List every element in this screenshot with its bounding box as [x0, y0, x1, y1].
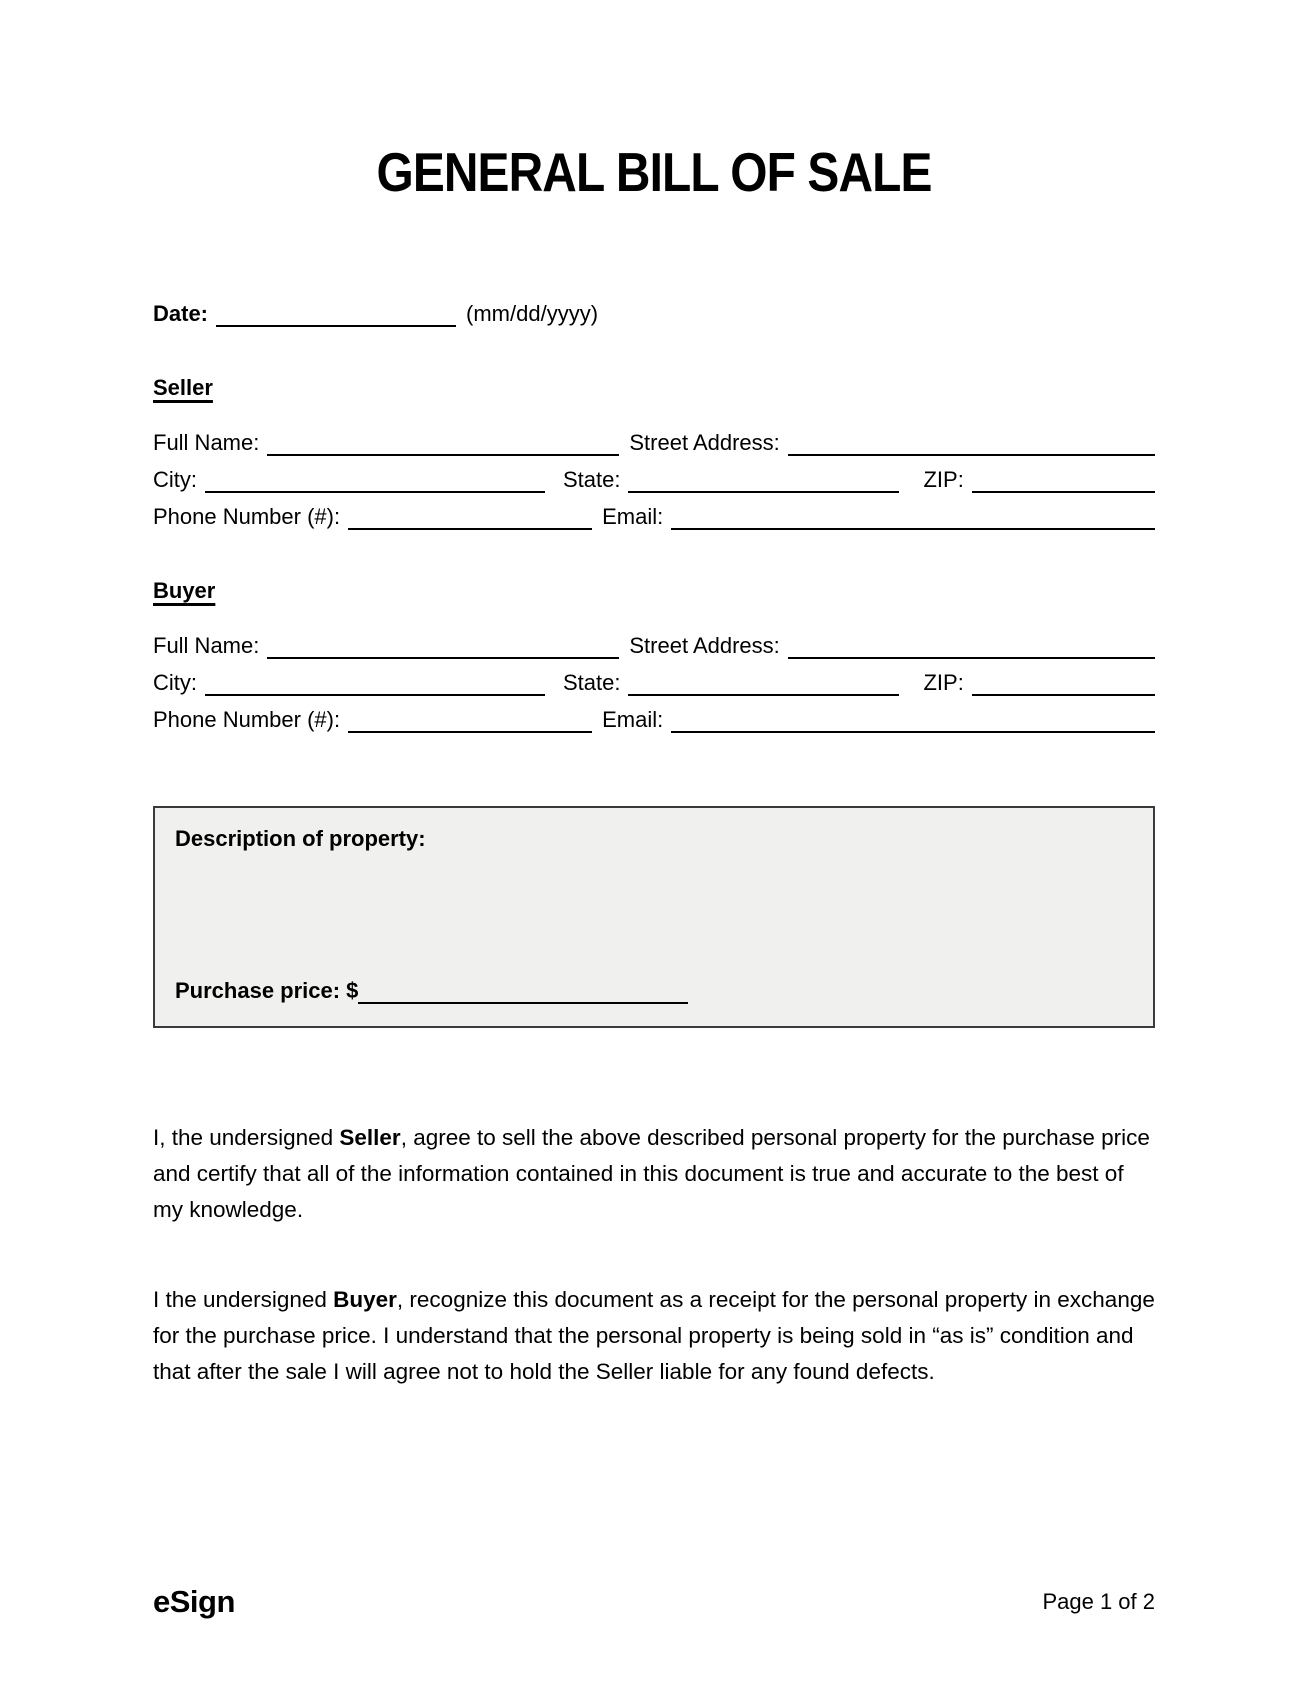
page-title: GENERAL BILL OF SALE [376, 141, 932, 203]
buyer-clause-suffix: , recognize this document as a receipt for the personal property in exchange for the purchase price. I understand that the personal property is being sold in “as is” condition and that after the sale I will agree not to hold the Seller liable for any found defects. [153, 1287, 1155, 1384]
buyer-clause-paragraph [153, 1282, 1157, 1390]
page-number-label: Page 1 of 2 [1042, 1589, 1155, 1614]
title-wrap [153, 140, 1155, 204]
buyer-phone-field[interactable] [348, 707, 592, 733]
seller-full-name-label: Full Name: [153, 430, 260, 455]
seller-clause-prefix: I, the undersigned [153, 1125, 340, 1150]
seller-section [153, 375, 1155, 530]
page-content [0, 140, 1308, 1390]
description-of-property-label: Description of property: [175, 826, 426, 851]
buyer-full-name-label: Full Name: [153, 633, 260, 658]
seller-name-address-row [153, 430, 1155, 456]
buyer-city-state-zip-row [153, 670, 1155, 696]
property-description-box [153, 806, 1155, 1028]
buyer-clause-bold-word: Buyer [333, 1287, 397, 1312]
buyer-city-field[interactable] [205, 670, 545, 696]
seller-state-label: State: [563, 467, 621, 492]
buyer-email-field[interactable] [671, 707, 1155, 733]
buyer-full-name-field[interactable] [267, 633, 619, 659]
seller-phone-email-row [153, 504, 1155, 530]
buyer-phone-label: Phone Number (#): [153, 707, 341, 732]
buyer-zip-label: ZIP: [923, 670, 964, 695]
seller-city-field[interactable] [205, 467, 545, 493]
seller-clause-suffix: , agree to sell the above described personal property for the purchase price and certify that all of the information contained in this document is true and accurate to the best of my knowledge. [153, 1125, 1150, 1222]
seller-rows [153, 430, 1155, 530]
esign-logo: eSign [153, 1584, 235, 1619]
purchase-price-label: Purchase price: [175, 978, 341, 1003]
seller-city-label: City: [153, 467, 197, 492]
seller-clause-paragraph [153, 1120, 1157, 1228]
currency-symbol: $ [346, 978, 359, 1003]
seller-city-state-zip-row [153, 467, 1155, 493]
seller-phone-field[interactable] [348, 504, 592, 530]
buyer-heading: Buyer [153, 578, 216, 603]
buyer-zip-field[interactable] [972, 670, 1155, 696]
seller-state-field[interactable] [628, 467, 899, 493]
buyer-street-address-field[interactable] [788, 633, 1155, 659]
seller-email-field[interactable] [671, 504, 1155, 530]
seller-phone-label: Phone Number (#): [153, 504, 341, 529]
buyer-city-label: City: [153, 670, 197, 695]
seller-heading: Seller [153, 375, 213, 400]
buyer-clause-prefix: I the undersigned [153, 1287, 334, 1312]
date-field[interactable] [216, 301, 456, 327]
date-format-hint: (mm/dd/yyyy) [466, 301, 599, 326]
seller-zip-label: ZIP: [923, 467, 964, 492]
purchase-price-field[interactable] [358, 978, 688, 1004]
date-row [153, 301, 1155, 327]
date-label: Date: [153, 301, 209, 326]
buyer-state-label: State: [563, 670, 621, 695]
seller-full-name-field[interactable] [267, 430, 619, 456]
buyer-state-field[interactable] [628, 670, 899, 696]
seller-street-address-label: Street Address: [629, 430, 780, 455]
seller-email-label: Email: [602, 504, 664, 529]
seller-clause-bold-word: Seller [339, 1125, 401, 1150]
buyer-email-label: Email: [602, 707, 664, 732]
buyer-section [153, 578, 1155, 733]
buyer-phone-email-row [153, 707, 1155, 733]
buyer-rows [153, 633, 1155, 733]
buyer-street-address-label: Street Address: [629, 633, 780, 658]
seller-zip-field[interactable] [972, 467, 1155, 493]
description-of-property-field[interactable] [175, 852, 1133, 978]
page-footer [153, 1586, 1155, 1617]
buyer-name-address-row [153, 633, 1155, 659]
seller-street-address-field[interactable] [788, 430, 1155, 456]
purchase-price-row [175, 978, 1133, 1004]
